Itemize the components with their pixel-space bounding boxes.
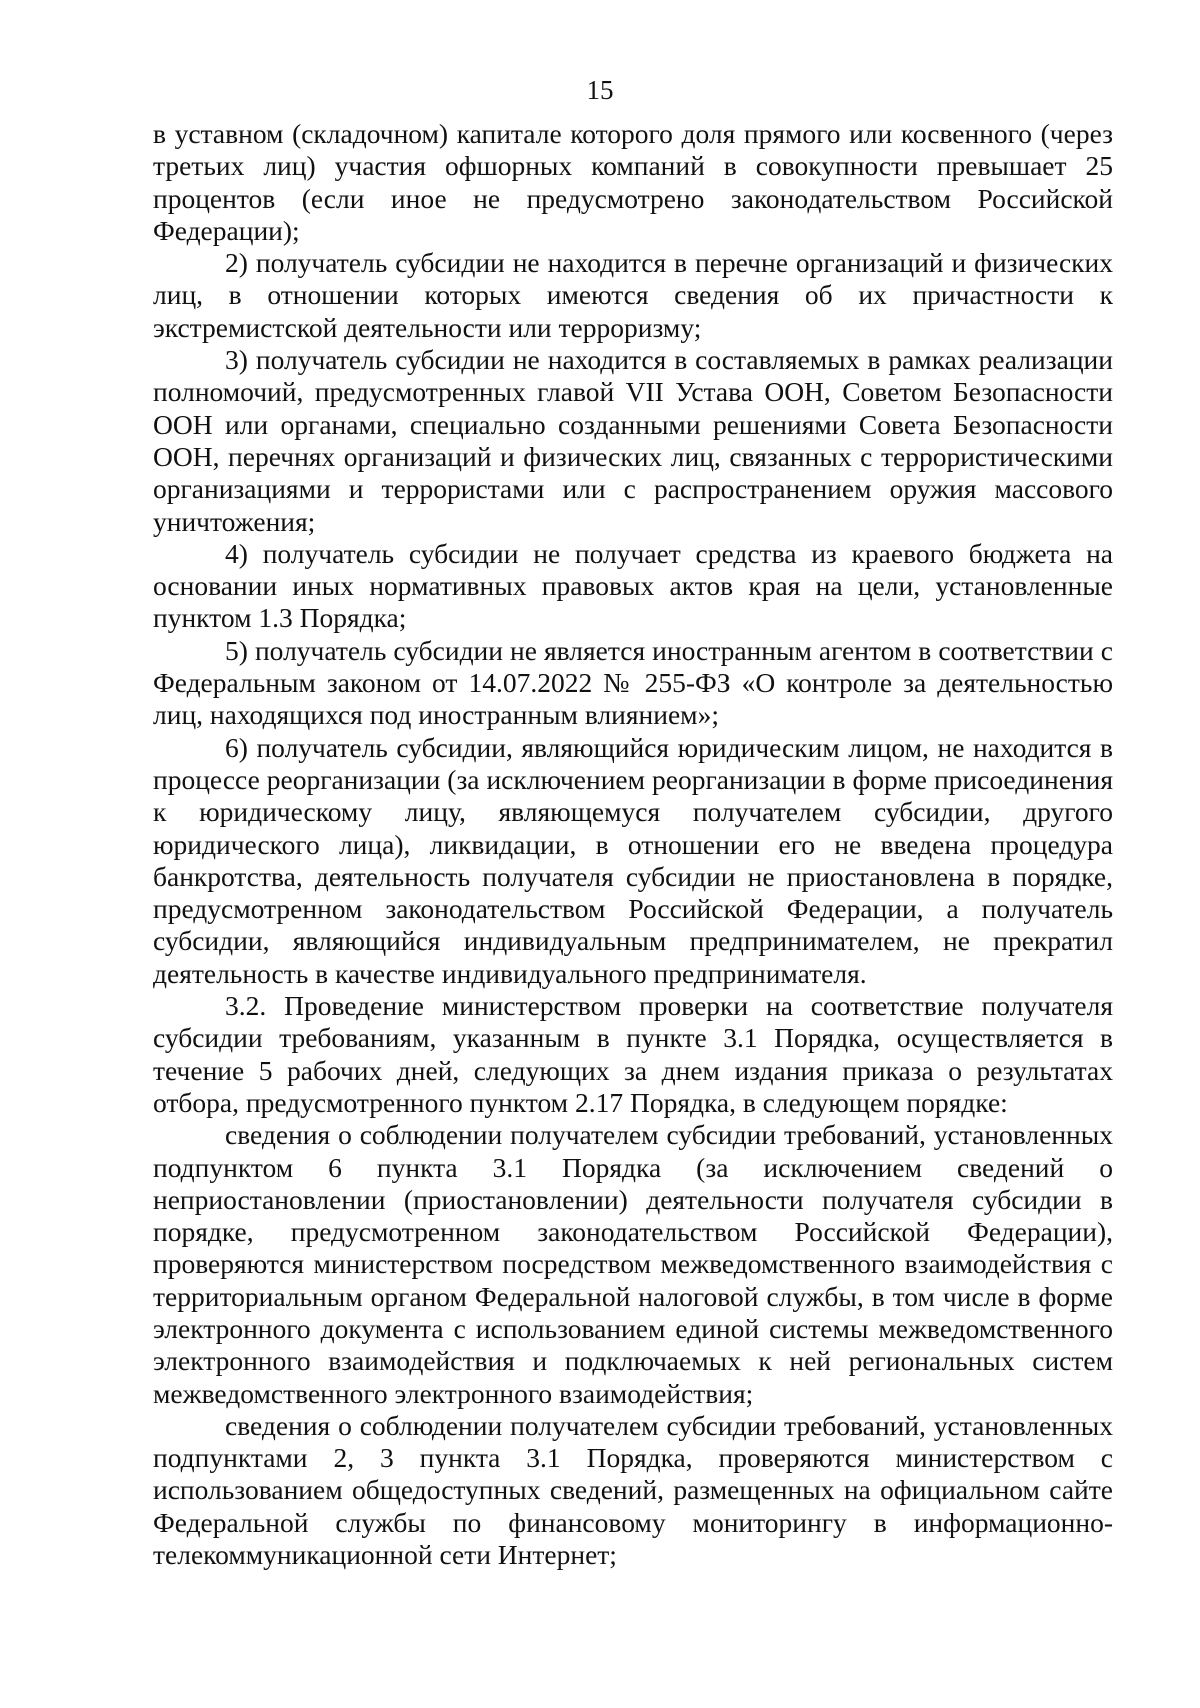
paragraph-7: 3.2. Проведение министерством проверки на соответствие получателя субсидии требованиям, указанным в пункте 3.1 Порядка, осуществляется в течение 5 рабочих дней, следующих за днем издания приказа о результатах отбора, предусмотренного пунктом 2.17 Порядка, в следующем порядке: (153, 990, 1113, 1118)
paragraph-3: 3) получатель субсидии не находится в составляемых в рамках реализации полномочий, предусмотренных главой VII Устава ООН, Советом Безопасности ООН или органами, специально созданными решениями Совета Безопасности ООН, перечнях организаций и физических лиц, связанных с террористическими организациями и террористами или с распространением оружия массового уничтожения; (153, 344, 1113, 537)
paragraph-4: 4) получатель субсидии не получает средства из краевого бюджета на основании иных нормативных правовых актов края на цели, установленные пунктом 1.3 Порядка; (153, 537, 1113, 634)
paragraph-1: в уставном (складочном) капитале которого доля прямого или косвенного (через третьих лиц) участия офшорных компаний в совокупности превышает 25 процентов (если иное не предусмотрено законодательством Российской Федерации); (153, 118, 1113, 246)
paragraph-8: сведения о соблюдении получателем субсидии требований, установленных подпунктом 6 пункта 3.1 Порядка (за исключением сведений о неприостановлении (приостановлении) деятельности получателя субсидии в порядке, предусмотренном законодательством Российской Федерации), проверяются министерством посредством межведомственного взаимодействия с территориальным органом Федеральной налоговой службы, в том числе в форме электронного документа с использованием единой системы межведомственного электронного взаимодействия и подключаемых к ней региональных систем межведомственного электронного взаимодействия; (153, 1119, 1113, 1409)
paragraph-2: 2) получатель субсидии не находится в перечне организаций и физических лиц, в отношении которых имеются сведения об их причастности к экстремистской деятельности или терроризму; (153, 247, 1113, 343)
paragraph-5: 5) получатель субсидии не является иностранным агентом в соответствии с Федеральным законом от 14.07.2022 № 255-ФЗ «О контроле за деятельностью лиц, находящихся под иностранным влиянием»; (153, 634, 1113, 731)
page-number: 15 (586, 75, 614, 105)
document-body (153, 118, 1113, 1571)
paragraph-6: 6) получатель субсидии, являющийся юридическим лицом, не находится в процессе реорганизации (за исключением реорганизации в форме присоединения к юридическому лицу, являющемуся получателем субсидии, другого юридического лица), ликвидации, в отношении его не введена процедура банкротства, деятельность получателя субсидии не приостановлена в порядке, предусмотренном законодательством Российской Федерации, а получатель субсидии, являющийся индивидуальным предпринимателем, не прекратил деятельность в качестве индивидуального предпринимателя. (153, 731, 1113, 989)
paragraph-9: сведения о соблюдении получателем субсидии требований, установленных подпунктами 2, 3 пункта 3.1 Порядка, проверяются министерством с использованием общедоступных сведений, размещенных на официальном сайте Федеральной службы по финансовому мониторингу в информационно-телекоммуникационной сети Интернет; (153, 1409, 1113, 1571)
